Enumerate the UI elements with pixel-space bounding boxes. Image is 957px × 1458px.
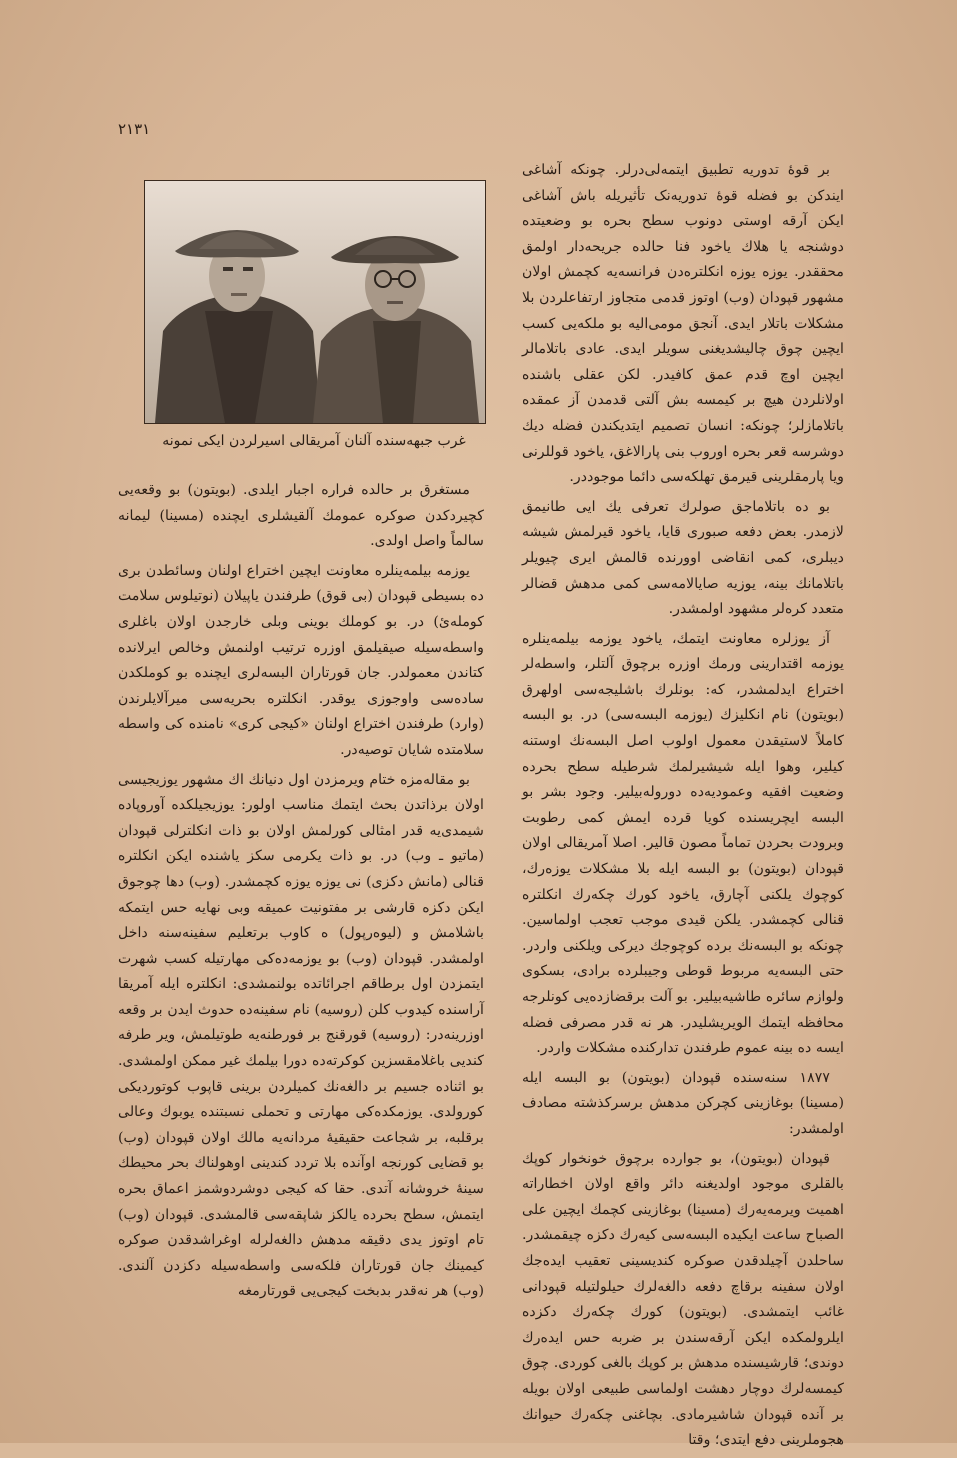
right-text-column bbox=[522, 158, 844, 1458]
paragraph: آز یوزلره معاونت ایتمك، یاخود یوزمه بیلمه‌ینلره یوزمه اقتدارینی ورمك اوزره برچوق آلتلر، واسطه‌لر اختراع ایدلمشدر، که: بونلرك باشلیجه‌سی اولهرق (بویتون) نام انکلیزك (یوزمه البسه‌سی) در. بو البسه کاملاً لاستیقدن معمول اولوب اصل البسه‌نك اوستنه کیلیر، وهوا ایله شیشیرلمك شرطیله سطح بحرده وضعیت افقیه وعمودیه‌ده دوروله‌بیلیر. وجود بشر بو البسه ایچریسنده کویا قرده ایمش کمی رطوبت وبرودت بحردن تماماً مصون قالیر. اصلا آمریقالی اولان قپودان (بویتون) بو البسه ایله بلا مشکلات یوزه‌رك، کوچوك یلکنی آچارق، یاخود کورك چکه‌رك انکلتره قنالی کچمشدر. یلکن قیدی موجب تعجب اولماسین. چونکه بو البسه‌نك برده کوچوجك دیرکی ویلکنی واردر. حتی البسه‌یه مربوط قوطی وجیبلرده برادی، بسکوی ولوازم سائره طاشیه‌بیلیر. بو آلت برقضازده‌یی کونلرجه محافظه ایتمك الویریشلیدر. هر نه قدر مصرفی فضله ایسه ده بینه عموم طرفندن تدارکنده مشکلات واردر. bbox=[522, 630, 844, 1057]
page-number: ۲۱۳۱ bbox=[118, 120, 151, 138]
paragraph: ۱۸۷۷ سنه‌سنده قپودان (بویتون) بو البسه ایله (مسینا) بوغازینی کچرکن مدهش برسرکذشته مصادف اولمشدر: bbox=[522, 1069, 844, 1137]
paragraph: بر قوهٔ تدوریه تطبیق ایتمه‌لی‌درلر. چونکه آشاغی ایندکن بو فضله قوهٔ تدوریه‌نک تأثیریله باش آشاغی ایکن آرقه اوستی دونوب سطح بحره بو وضعیتده دوشنجه یا هلاك یاخود فنا حالده جریحه‌دار اولمق محققدر. یوزه یوزه انکلتره‌دن فرانسه‌یه کچمش اولان مشهور قپودان (وب) اوتوز قدمی متجاوز ارتفاعلردن بلا مشکلات باتلار ایدی. آنجق مومی‌الیه بو ملکه‌یی کسب ایچین چوق چالیشدیغنی سویلر ایدی. عادی باتلامالر ایچین اوچ قدم عمق کافیدر. لکن عقلی باشنده اولانلردن هیچ بر کیمسه بش آلتی قدمدن آز عمقده باتلامازلر؛ چونکه: انسان تصمیم ایتدیکندن فضله دیك دوشرسه قعر بحره اوروب بنی پارالاغق، یاخود قوللرنی ویا پارمقلرینی قیرمق تهلکه‌سی دائما موجوددر. bbox=[522, 162, 844, 486]
soldiers-photo-image bbox=[145, 181, 485, 423]
photo-caption: غرب جبهه‌سنده آلنان آمریقالی اسیرلردن ایکی نمونه bbox=[162, 433, 466, 449]
paragraph: مستغرق بر حالده فراره اجبار ایلدی. (بویتون) بو وقعه‌یی کچیردکدن صوکره عمومك آلقیشلری ایچنده (مسینا) لیمانه سالماً واصل اولدی. bbox=[118, 482, 484, 550]
paragraph: بو ده باتلاماجق صولرك تعرفی یك ایی طانیمق لازمدر. بعض دفعه صبوری قایا، یاخود قیرلمش شیشه دیبلری، کمی انقاضی اوورنده قالمش ایری چیویلر باتلامانك بینه، یوزیه صایالامه‌سی کمی مدهش قضالر متعدد کره‌لر مشهود اولمشدر. bbox=[522, 498, 844, 618]
left-text-column bbox=[118, 478, 484, 1309]
paragraph: یوزمه بیلمه‌ینلره معاونت ایچین اختراع اولنان وسائطدن بری ده بسیطی قپودان (بی قوق) طرفندن یاپیلان (نوتیلوس سلامت کومله‌ئ) در. بو کوملك بوینی وبلی خارجدن اولان باغلری واسطه‌سیله صیقیلمق اوزره ترتیب اولنمش وخالص ایرلانده کتاندن معمولدر. جان قورتاران البسه‌لری ایچنده بو کوملکدن ساده‌سی واوجوزی یوقدر. انکلتره بحریه‌سی میرآلایلرندن (وارد) طرفندن اختراع اولنان «کیجی کری» نامنده کی واسطه سلامتده شایان توصیه‌در. bbox=[118, 562, 484, 758]
photograph-two-soldiers bbox=[144, 180, 486, 424]
paragraph: بو مقاله‌مزه ختام ویرمزدن اول دنیانك اك مشهور یوزیجیسی اولان برذاتدن بحث ایتمك مناسب اولور: یوزیجیلکده آوروپاده شیمدی‌یه قدر امثالی کورلمش اولان بو ذات انکلترلی قپودان (ماتیو ـ وب) در. بو ذات یکرمی سکز یاشنده ایکن انکلتره قنالی (مانش دکزی) نی یوزه یوزه کچمشدر. (وب) دها چوجوق ایکن دکزه قارشی بر مفتونیت عمیقه وبی نهایه حس ایتمکه باشلامش و (لیوه‌رپول) ه کاوب برتعلیم سفینه‌سنه داخل اولمشدر. قپودان (وب) بو یوزمه‌ده‌کی مهارتیله کسب شهرت ایتمزدن اول برطاقم اجرائاتده بولنمشدی: انکلتره ایله آمریقا آراسنده کیدوب کلن (روسیه) نام سفینه‌ده حدوث ایدن بر وقعه اوزرینه‌در: (روسیه) قورقنج بر فورطنه‌یه طوتیلمش، ویر طرفه کندیی باغلامقسزین کوکرته‌ده دورا بیلمك غیر ممکن اولمشدی. بو اثناده جسیم بر دالغه‌نك کمیلردن برینی قاپوب کوتوردیکی کورولدی. یوزمکده‌کی مهارتی و تحملی نسبتنده یوبوك وعالی برقلبه، بر شجاعت حقیقیهٔ مردانه‌یه مالك اولان قپودان (وب) بو قضایی کورنجه اوآنده بلا تردد کندینی اوهولناك بحر محیطك سینهٔ خروشانه آتدی. حقا که کیجی دوشردوشمز اعماق بحره ایتمش، سطح بحرده یالکز شاپقه‌سی قالمشدی. قپودان (وب) تام اوتوز یدی دقیقه مدهش دالغه‌لرله اوغراشدقدن صوکره کیمینك جان قورتاران فلکه‌سی واسطه‌سیله دکزدن آلندی. (وب) هر نه‌قدر بدبخت کیجی‌یی قورتارمغه bbox=[118, 771, 484, 1300]
paragraph: قپودان (بویتون)، بو جوارده برچوق خونخوار کوپك بالقلری موجود اولدیغنه دائر واقع اولان اخطاراته اهمیت ویرمه‌یه‌رك (مسینا) بوغازینی کچمك ایچین علی الصباح ساعت ایکیده البسه‌سی کیه‌رك دکزه چیقمشدر. ساحلدن آچیلدقدن صوکره کندیسینی تعقیب ایده‌جك اولان سفینه برقاچ دفعه دالغه‌لرك حیلولتیله قپودانی غائب ایتمشدی. (بویتون) کورك چکه‌رك دکزده ایلرولمکده ایکن آرقه‌سندن بر ضربه حس ایده‌رك دوندی؛ قارشیسنده مدهش بر کوپك بالغی کوردی. چوق کیمسه‌لرك دوچار دهشت اولماسی طبیعی اولان بویله بر آنده قپودان شاشیرمادی. بچاغنی چکه‌رك حیوانك هجوملرینی دفع ایتدی؛ وقتا bbox=[522, 1150, 844, 1449]
